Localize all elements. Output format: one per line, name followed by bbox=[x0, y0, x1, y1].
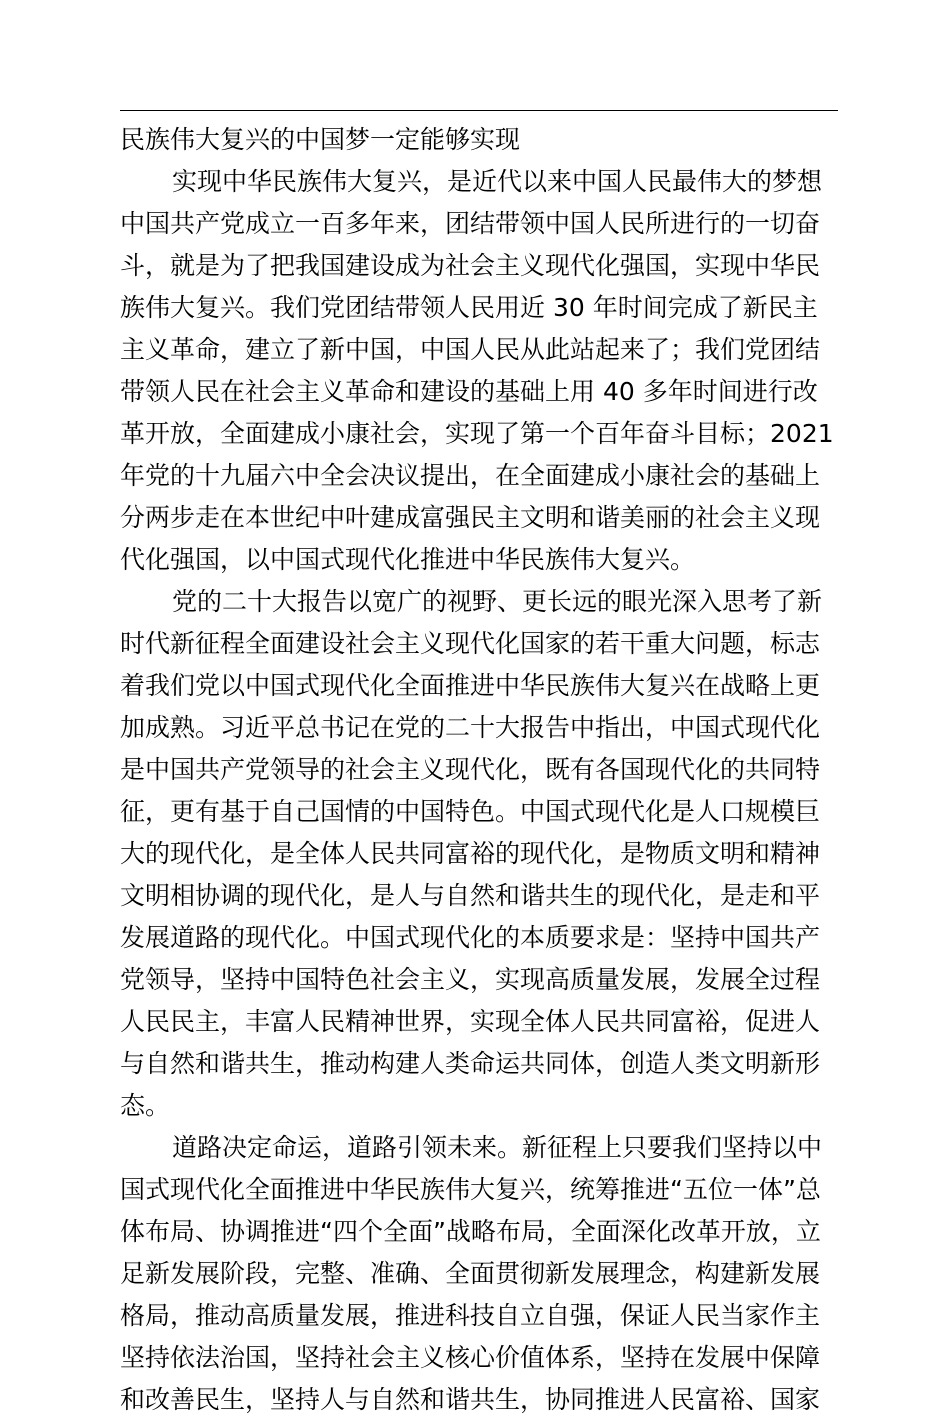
text-line: 主义革命，建立了新中国，中国人民从此站起来了；我们党团结 bbox=[120, 335, 821, 364]
text-line: 年党的十九届六中全会决议提出，在全面建成小康社会的基础上 bbox=[120, 461, 821, 490]
paragraph-first-line: 实现中华民族伟大复兴，是近代以来中国人民最伟大的梦想 bbox=[172, 167, 823, 196]
text-line: 着我们党以中国式现代化全面推进中华民族伟大复兴在战略上更 bbox=[120, 671, 821, 700]
document-page bbox=[120, 110, 838, 1421]
text-line: 革开放，全面建成小康社会，实现了第一个百年奋斗目标；2021 bbox=[120, 419, 834, 448]
header-rule bbox=[120, 110, 838, 111]
text-line: 发展道路的现代化。中国式现代化的本质要求是：坚持中国共产 bbox=[120, 923, 821, 952]
text-line: 斗，就是为了把我国建设成为社会主义现代化强国，实现中华民 bbox=[120, 251, 821, 280]
text-line: 大的现代化，是全体人民共同富裕的现代化，是物质文明和精神 bbox=[120, 839, 821, 868]
text-line: 时代新征程全面建设社会主义现代化国家的若干重大问题，标志 bbox=[120, 629, 821, 658]
text-line: 人民民主，丰富人民精神世界，实现全体人民共同富裕，促进人 bbox=[120, 1007, 821, 1036]
paragraph-first-line: 党的二十大报告以宽广的视野、更长远的眼光深入思考了新 bbox=[172, 587, 823, 616]
text-line: 坚持依法治国，坚持社会主义核心价值体系，坚持在发展中保障 bbox=[120, 1343, 821, 1372]
text-line: 格局，推动高质量发展，推进科技自立自强，保证人民当家作主 bbox=[120, 1301, 821, 1330]
text-line: 分两步走在本世纪中叶建成富强民主文明和谐美丽的社会主义现 bbox=[120, 503, 821, 532]
text-line: 党领导，坚持中国特色社会主义，实现高质量发展，发展全过程 bbox=[120, 965, 821, 994]
text-line: 国式现代化全面推进中华民族伟大复兴，统筹推进“五位一体”总 bbox=[120, 1175, 821, 1204]
text-line: 体布局、协调推进“四个全面”战略布局，全面深化改革开放，立 bbox=[120, 1217, 821, 1246]
text-line: 足新发展阶段，完整、准确、全面贯彻新发展理念，构建新发展 bbox=[120, 1259, 821, 1288]
body-text bbox=[120, 161, 838, 1421]
paragraph-first-line: 道路决定命运，道路引领未来。新征程上只要我们坚持以中 bbox=[172, 1133, 823, 1162]
text-line: 带领人民在社会主义革命和建设的基础上用 40 多年时间进行改 bbox=[120, 377, 818, 406]
text-line: 文明相协调的现代化，是人与自然和谐共生的现代化，是走和平 bbox=[120, 881, 821, 910]
text-line: 族伟大复兴。我们党团结带领人民用近 30 年时间完成了新民主 bbox=[120, 293, 818, 322]
text-line: 态。 bbox=[120, 1091, 171, 1120]
text-line: 代化强国，以中国式现代化推进中华民族伟大复兴。 bbox=[120, 545, 696, 574]
text-line: 是中国共产党领导的社会主义现代化，既有各国现代化的共同特 bbox=[120, 755, 821, 784]
text-line: 与自然和谐共生，推动构建人类命运共同体，创造人类文明新形 bbox=[120, 1049, 821, 1078]
text-line: 加成熟。习近平总书记在党的二十大报告中指出，中国式现代化 bbox=[120, 713, 821, 742]
text-line: 和改善民生，坚持人与自然和谐共生，协同推进人民富裕、国家 bbox=[120, 1385, 821, 1414]
text-line: 中国共产党成立一百多年来，团结带领中国人民所进行的一切奋 bbox=[120, 209, 821, 238]
text-line: 征，更有基于自己国情的中国特色。中国式现代化是人口规模巨 bbox=[120, 797, 821, 826]
section-heading: 民族伟大复兴的中国梦一定能够实现 bbox=[120, 125, 521, 154]
